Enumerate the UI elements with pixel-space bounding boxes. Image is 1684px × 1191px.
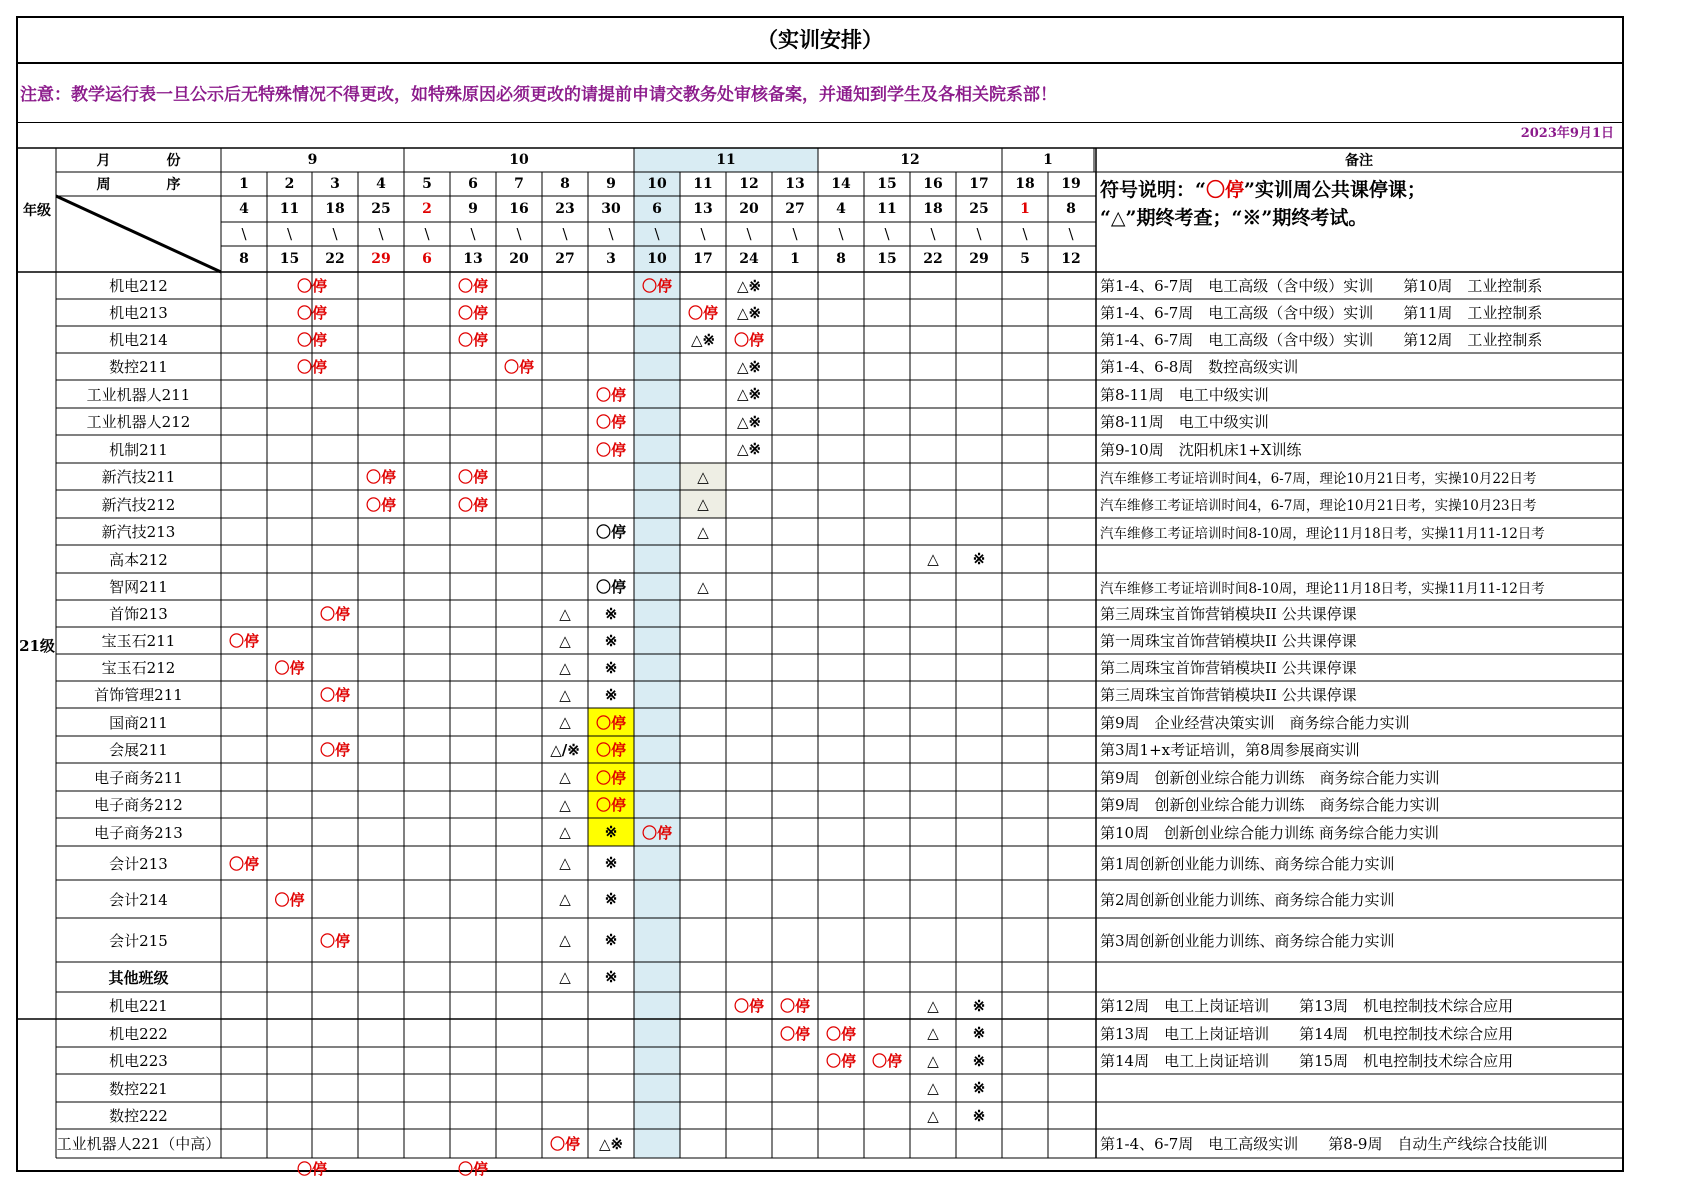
schedule-mark: ※ [604,658,618,677]
schedule-mark: 〇停 [595,713,626,732]
schedule-mark: △ [559,713,571,731]
sheet-title: （实训安排） [16,16,1624,64]
schedule-mark: 〇停 [319,931,350,950]
schedule-mark: ※ [604,890,618,908]
remark-text: 第2周创新创业能力训练、商务综合能力实训 [1100,890,1395,909]
schedule-mark: ※ [604,968,618,986]
remark-text [1100,1102,1620,1129]
schedule-mark: 〇停 [687,304,718,322]
schedule-mark: 〇停 [825,1024,856,1043]
week-number: 3 [330,176,340,192]
schedule-mark: △ [697,495,709,513]
schedule-mark: △※ [690,330,716,349]
schedule-mark: △ [559,658,571,677]
schedule-mark: ※ [604,823,618,841]
date-separator: \ [241,225,247,243]
month-label: 1 [1043,152,1053,168]
schedule-mark: △ [697,522,709,541]
schedule-mark: △ [697,467,709,486]
week-end-day: 15 [279,251,300,267]
remark-text: 第8-11周 电工中级实训 [1100,413,1269,431]
week-start-day: 1 [1020,201,1030,217]
week-number: 11 [693,176,713,192]
schedule-mark: △ [559,931,571,949]
schedule-mark: △※ [736,303,762,322]
schedule-mark: △※ [736,412,762,431]
schedule-mark: ※ [972,550,986,568]
schedule-mark: 〇停 [274,659,305,677]
week-number: 6 [468,176,478,192]
schedule-mark: ※ [604,631,618,650]
schedule-mark: 〇停 [549,1135,580,1153]
schedule-mark: △※ [736,440,762,458]
week-number: 8 [560,176,570,192]
schedule-mark: △ [559,854,571,872]
schedule-mark: 〇停 [296,1160,327,1178]
month-label: 9 [307,152,318,168]
schedule-mark: 〇停 [595,440,626,459]
class-name: 宝玉石212 [101,659,176,677]
class-name: 会计215 [109,931,168,950]
remark-text: 第9周 创新创业综合能力训练 商务综合能力实训 [1100,796,1440,814]
schedule-mark: ※ [604,604,618,623]
week-start-day: 18 [325,201,345,217]
schedule-mark: 〇停 [274,890,305,909]
schedule-mark: 〇停 [595,768,626,787]
schedule-mark: △ [559,795,571,814]
schedule-mark: 〇停 [825,1052,856,1070]
remark-text: 第三周珠宝首饰营销模块II 公共课停课 [1100,686,1357,704]
remark-text: 第14周 电工上岗证培训 第15周 机电控制技术综合应用 [1100,1052,1514,1070]
week-start-day: 8 [1066,201,1076,217]
remark-text: 第1周创新创业能力训练、商务综合能力实训 [1100,854,1395,873]
schedule-mark: 〇停 [365,468,396,486]
legend-stop-symbol: 〇停 [1205,179,1244,201]
week-start-day: 11 [279,201,300,217]
schedule-mark: △ [927,550,939,568]
class-name: 会展211 [109,741,168,759]
date-separator: \ [1068,225,1074,243]
week-start-day: 25 [969,201,989,217]
week-end-day: 17 [693,251,713,267]
class-name: 宝玉石211 [101,632,176,650]
remark-text: 第一周珠宝首饰营销模块II 公共课停课 [1100,632,1357,650]
week-number: 4 [376,176,386,192]
week-start-day: 16 [509,201,529,217]
week-start-day: 25 [371,201,391,217]
legend [1100,176,1426,232]
schedule-mark: 〇停 [296,277,327,295]
date-separator: \ [746,225,752,243]
remark-text: 第10周 创新创业综合能力训练 商务综合能力实训 [1100,823,1439,842]
week-end-day: 8 [836,251,846,267]
schedule-mark: 〇停 [319,741,350,759]
date-separator: \ [884,225,890,243]
schedule-mark: △ [559,685,571,704]
schedule-mark: 〇停 [319,605,350,623]
class-name: 国商211 [109,713,168,732]
class-name: 会计213 [109,854,168,873]
schedule-mark: 〇停 [457,331,488,349]
schedule-mark: △※ [736,357,762,376]
class-name: 其他班级 [108,968,169,987]
week-end-day: 22 [923,251,943,267]
week-start-day: 27 [785,201,805,217]
week-end-day: 6 [422,251,432,267]
week-number: 2 [284,176,295,192]
class-name: 机电223 [109,1052,168,1070]
remark-text: 汽车维修工考证培训时间8-10周，理论11月18日考，实操11月11-12日考 [1100,580,1545,597]
class-name: 机电212 [109,277,168,295]
remark-text: 汽车维修工考证培训时间4，6-7周，理论10月21日考，实操10月22日考 [1100,470,1537,487]
week-number: 16 [923,176,943,192]
week-number: 18 [1015,176,1035,192]
schedule-mark: △ [559,968,571,986]
schedule-mark: 〇停 [641,277,672,295]
schedule-mark: 〇停 [296,331,327,349]
remark-text: 第12周 电工上岗证培训 第13周 机电控制技术综合应用 [1100,997,1514,1015]
legend-text-a: 符号说明：“ [1100,179,1206,201]
date-separator: \ [792,225,798,243]
week-start-day: 6 [652,201,662,217]
week-end-day: 1 [790,251,800,267]
class-name: 电子商务212 [94,796,183,814]
class-name: 机电213 [109,304,168,322]
remark-text [1100,545,1620,573]
schedule-mark: ※ [972,1079,986,1097]
class-name: 电子商务211 [94,768,183,787]
schedule-mark: △ [927,1024,939,1042]
class-name: 数控211 [109,358,168,376]
class-name: 数控221 [109,1079,168,1098]
week-number: 5 [422,176,432,192]
date-separator: \ [424,225,430,243]
month-label: 11 [716,152,736,168]
schedule-mark: 〇停 [779,997,810,1015]
schedule-mark: ※ [604,931,618,949]
schedule-mark: 〇停 [595,523,626,541]
schedule-mark: 〇停 [595,741,626,759]
schedule-mark: 〇停 [779,1024,810,1043]
schedule-mark: 〇停 [641,823,672,842]
class-name: 智网211 [109,578,168,596]
schedule-mark: △ [927,996,939,1015]
legend-line-2: “△”期终考查；“※”期终考试。 [1100,207,1368,229]
remark-text: 第1-4、6-7周 电工高级（含中级）实训 第10周 工业控制系 [1100,277,1543,295]
schedule-mark: 〇停 [228,632,259,650]
month-label: 10 [509,152,529,168]
date-separator: \ [930,225,936,243]
schedule-mark: 〇停 [457,468,488,486]
schedule-mark: 〇停 [457,304,488,322]
class-name: 新汽技213 [101,523,176,541]
week-start-day: 11 [877,201,897,217]
schedule-mark: △ [559,823,571,841]
schedule-mark: 〇停 [503,358,534,376]
month-label: 12 [900,152,920,168]
schedule-mark: 〇停 [595,578,626,596]
week-start-day: 30 [601,201,621,217]
remark-text: 第8-11周 电工中级实训 [1100,385,1269,404]
remark-text: 汽车维修工考证培训时间4，6-7周，理论10月21日考，实操10月23日考 [1100,498,1537,514]
schedule-mark: ※ [972,1024,986,1042]
week-number: 14 [831,176,851,192]
schedule-mark: 〇停 [595,796,626,814]
class-name: 新汽技212 [101,495,176,514]
header-diagonal [56,196,221,272]
class-name: 新汽技211 [101,468,176,486]
class-name: 首饰管理211 [94,686,183,704]
week-start-day: 2 [422,201,432,217]
schedule-mark: △ [559,890,571,908]
class-name: 电子商务213 [94,823,183,842]
grade-header: 年级 [23,203,51,219]
week-end-day: 13 [463,251,483,267]
week-end-day: 12 [1061,251,1081,267]
notice-text: 注意：教学运行表一旦公示后无特殊情况不得更改，如特殊原因必须更改的请提前申请交教务处审核备案，并通知到学生及各相关院系部！ [20,84,1057,105]
remark-text: 第1-4、6-7周 电工高级实训 第8-9周 自动生产线综合技能训 [1100,1135,1548,1153]
date-separator: \ [470,225,476,243]
date-separator: \ [608,225,614,243]
date-label: 2023年9月1日 [16,122,1624,146]
remark-text: 第9-10周 沈阳机床1+X训练 [1100,440,1302,459]
remark-text: 第9周 企业经营决策实训 商务综合能力实训 [1100,713,1410,732]
class-name: 数控222 [109,1107,168,1125]
class-name: 机制211 [109,440,168,459]
week-start-day: 23 [555,201,575,217]
schedule-mark: 〇停 [457,495,488,514]
remarks-header: 备注 [1345,153,1373,169]
week-end-day: 29 [371,251,391,267]
schedule-mark: △ [559,631,571,650]
remark-text [1100,962,1620,992]
week-end-day: 27 [555,251,575,267]
schedule-mark: △※ [598,1134,624,1153]
schedule-mark: △※ [736,276,762,295]
week-end-day: 24 [739,251,759,267]
week-end-day: 20 [509,251,529,267]
schedule-mark: 〇停 [319,686,350,704]
schedule-mark: ※ [972,996,986,1015]
grade-group-label: 21级 [19,637,55,655]
date-separator: \ [1022,225,1028,243]
week-start-day: 4 [836,201,846,217]
class-name: 高本212 [109,550,168,569]
week-number: 1 [239,176,249,192]
schedule-mark: 〇停 [296,304,327,322]
week-start-day: 18 [923,201,943,217]
remark-text: 第3周创新创业能力训练、商务综合能力实训 [1100,931,1395,950]
date-separator: \ [700,225,706,243]
schedule-mark: △ [559,604,571,623]
week-number: 10 [647,176,667,192]
week-end-day: 22 [325,251,345,267]
month-header: 月 份 [96,153,181,169]
schedule-mark: △ [927,1079,939,1097]
date-separator: \ [654,225,660,243]
class-name: 机电221 [109,997,168,1015]
schedule-mark: 〇停 [365,495,396,514]
schedule-mark: △ [697,577,709,596]
remark-text: 第13周 电工上岗证培训 第14周 机电控制技术综合应用 [1100,1024,1514,1043]
schedule-mark: 〇停 [733,997,764,1015]
week-number: 19 [1061,176,1081,192]
class-name: 工业机器人211 [86,385,191,404]
class-name: 工业机器人221（中高） [56,1135,221,1153]
class-name: 首饰213 [109,605,168,623]
week-start-day: 13 [693,201,713,217]
schedule-mark: 〇停 [871,1052,902,1070]
week-end-day: 3 [606,251,616,267]
remark-text: 第二周珠宝首饰营销模块II 公共课停课 [1100,659,1357,677]
remark-text: 第三周珠宝首饰营销模块II 公共课停课 [1100,605,1357,623]
class-name: 工业机器人212 [86,413,191,431]
week-end-day: 29 [969,251,989,267]
class-name: 机电214 [109,331,168,349]
week-number: 12 [739,176,759,192]
week-number: 7 [514,176,524,192]
schedule-mark: 〇停 [296,358,327,376]
schedule-mark: 〇停 [457,277,488,295]
legend-text-b: ”实训周公共课停课； [1243,179,1426,201]
week-start-day: 4 [239,201,249,217]
week-number: 15 [877,176,897,192]
date-separator: \ [378,225,384,243]
week-start-day: 20 [739,201,759,217]
remark-text [1100,1074,1620,1102]
schedule-mark: △ [559,768,571,786]
date-separator: \ [976,225,982,243]
date-separator: \ [332,225,338,243]
week-end-day: 10 [647,251,667,267]
week-end-day: 8 [239,251,249,267]
remark-text: 第9周 创新创业综合能力训练 商务综合能力实训 [1100,768,1440,787]
week-number: 13 [785,176,805,192]
date-separator: \ [516,225,522,243]
schedule-mark: 〇停 [595,385,626,404]
week-end-day: 5 [1020,251,1030,267]
schedule-mark: 〇停 [595,413,626,431]
week-number: 17 [969,176,989,192]
schedule-mark: 〇停 [733,331,764,349]
schedule-mark: ※ [604,685,618,704]
class-name: 机电222 [109,1024,168,1043]
schedule-mark: ※ [972,1106,986,1125]
schedule-mark: ※ [972,1051,986,1070]
schedule-mark: ※ [604,854,618,872]
week-start-day: 9 [468,201,478,217]
class-name: 会计214 [109,890,168,909]
week-end-day: 15 [877,251,897,267]
schedule-mark: 〇停 [228,854,259,873]
schedule-mark: △ [927,1051,939,1070]
week-number: 9 [606,176,616,192]
remark-text: 第1-4、6-7周 电工高级（含中级）实训 第12周 工业控制系 [1100,331,1543,349]
date-separator: \ [562,225,568,243]
date-separator: \ [286,225,293,243]
remark-text: 第1-4、6-7周 电工高级（含中级）实训 第11周 工业控制系 [1100,304,1543,322]
schedule-mark: △※ [736,385,762,403]
schedule-mark: △ [927,1106,939,1125]
schedule-mark: △/※ [550,740,580,759]
remark-text: 第3周1+x考证培训，第8周参展商实训 [1100,741,1360,759]
remark-text: 第1-4、6-8周 数控高级实训 [1100,358,1299,376]
date-separator: \ [838,225,844,243]
remark-text: 汽车维修工考证培训时间8-10周，理论11月18日考，实操11月11-12日考 [1100,525,1545,542]
week-header: 周 序 [96,177,181,193]
legend-line-1 [1100,176,1426,204]
schedule-mark: 〇停 [457,1160,488,1178]
